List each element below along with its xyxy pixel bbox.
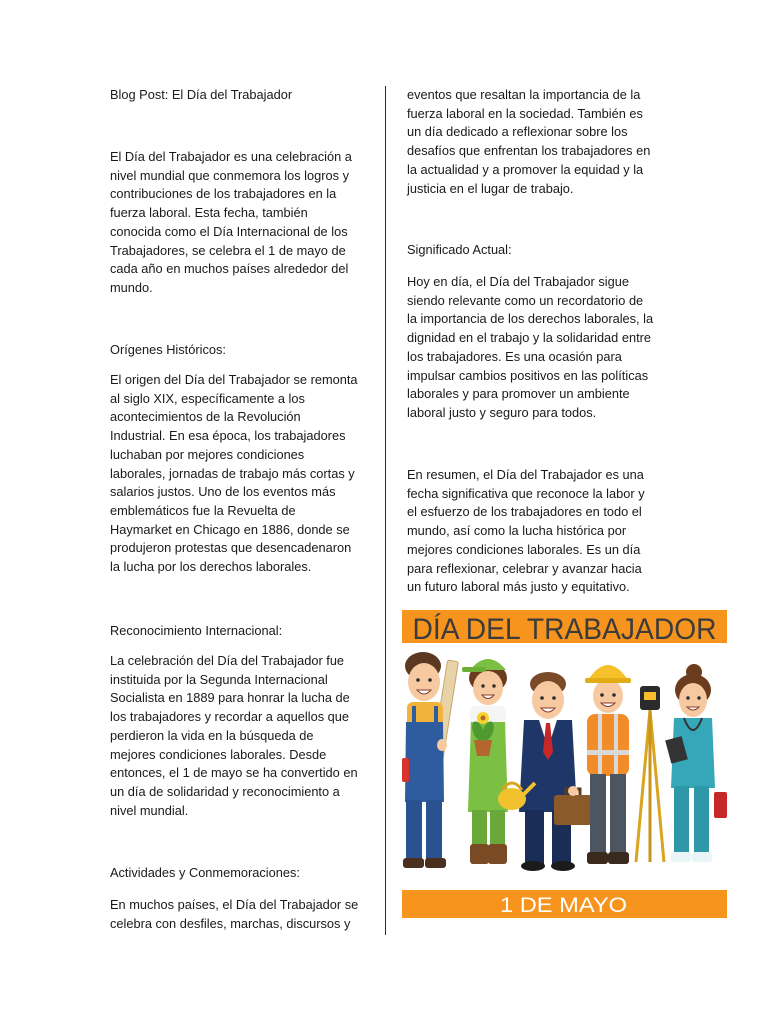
column-divider <box>385 86 386 935</box>
heading-origenes: Orígenes Históricos: <box>110 342 226 357</box>
poster-title: DÍA DEL TRABAJADOR <box>412 613 717 646</box>
heading-significado: Significado Actual: <box>407 242 512 257</box>
heading-reconocimiento: Reconocimiento Internacional: <box>110 623 283 638</box>
paragraph-conclusion: En resumen, el Día del Trabajador es una fecha significativa que reconoce la labor y el esfuerzo de los trabajadores en todo el mundo, así como la lucha histórica por mejores condiciones laborales. Es un día para reflexionar, celebrar y avanzar hacia un futuro laboral más justo y equitativo. <box>407 467 645 595</box>
poster-date: 1 DE MAYO <box>500 894 627 917</box>
paragraph-origenes: El origen del Día del Trabajador se remonta al siglo XIX, específicamente a los acontecimientos de la Revolución Industrial. En esa época, los trabajadores luchaban por mejores condiciones laborales, jornadas de trabajo más cortas y salarios justos. Uno de los eventos más emblemáticos fue la Revuelta de Haymarket en Chicago en 1886, donde se produjeron protestas que desencadenaron la lucha por los derechos laborales. <box>110 372 358 575</box>
paragraph-significado: Hoy en día, el Día del Trabajador sigue siendo relevante como un recordatorio de la importancia de los derechos laborales, la dignidad en el trabajo y la solidaridad entre los trabajadores. Es una ocasión para impulsar cambios positivos en las políticas laborales y para promover un ambiente laboral justo y seguro para todos. <box>407 274 654 420</box>
paragraph-actividades-part2: eventos que resaltan la importancia de la fuerza laboral en la sociedad. También es un día dedicado a reflexionar sobre los desafíos que enfrentan los trabajadores en la actualidad y a promover la equidad y la justicia en el lugar de trabajo. <box>407 87 651 196</box>
heading-actividades: Actividades y Conmemoraciones: <box>110 865 300 880</box>
paragraph-reconocimiento: La celebración del Día del Trabajador fue instituida por la Segunda Internacional Socialista en 1889 para honrar la lucha de los trabajadores y recordar a aquellos que perdieron la vida en la búsqueda de mejores condiciones laborales. Desde entonces, el 1 de mayo se ha convertido en un día de solidaridad y reconocimiento a nivel mundial. <box>110 653 358 818</box>
paragraph-actividades-part1: En muchos países, el Día del Trabajador se celebra con desfiles, marchas, discursos y <box>110 897 359 931</box>
dia-del-trabajador-poster <box>402 610 727 918</box>
first-aid-bag-icon <box>714 792 727 818</box>
intro-paragraph: El Día del Trabajador es una celebración a nivel mundial que conmemora los logros y contribuciones de los trabajadores en la fuerza laboral. Esta fecha, también conocida como el Día Internacional de los Trabajadores, se celebra el 1 de mayo de cada año en muchos países alrededor del mundo. <box>110 149 352 295</box>
blog-title: Blog Post: El Día del Trabajador <box>110 87 293 102</box>
